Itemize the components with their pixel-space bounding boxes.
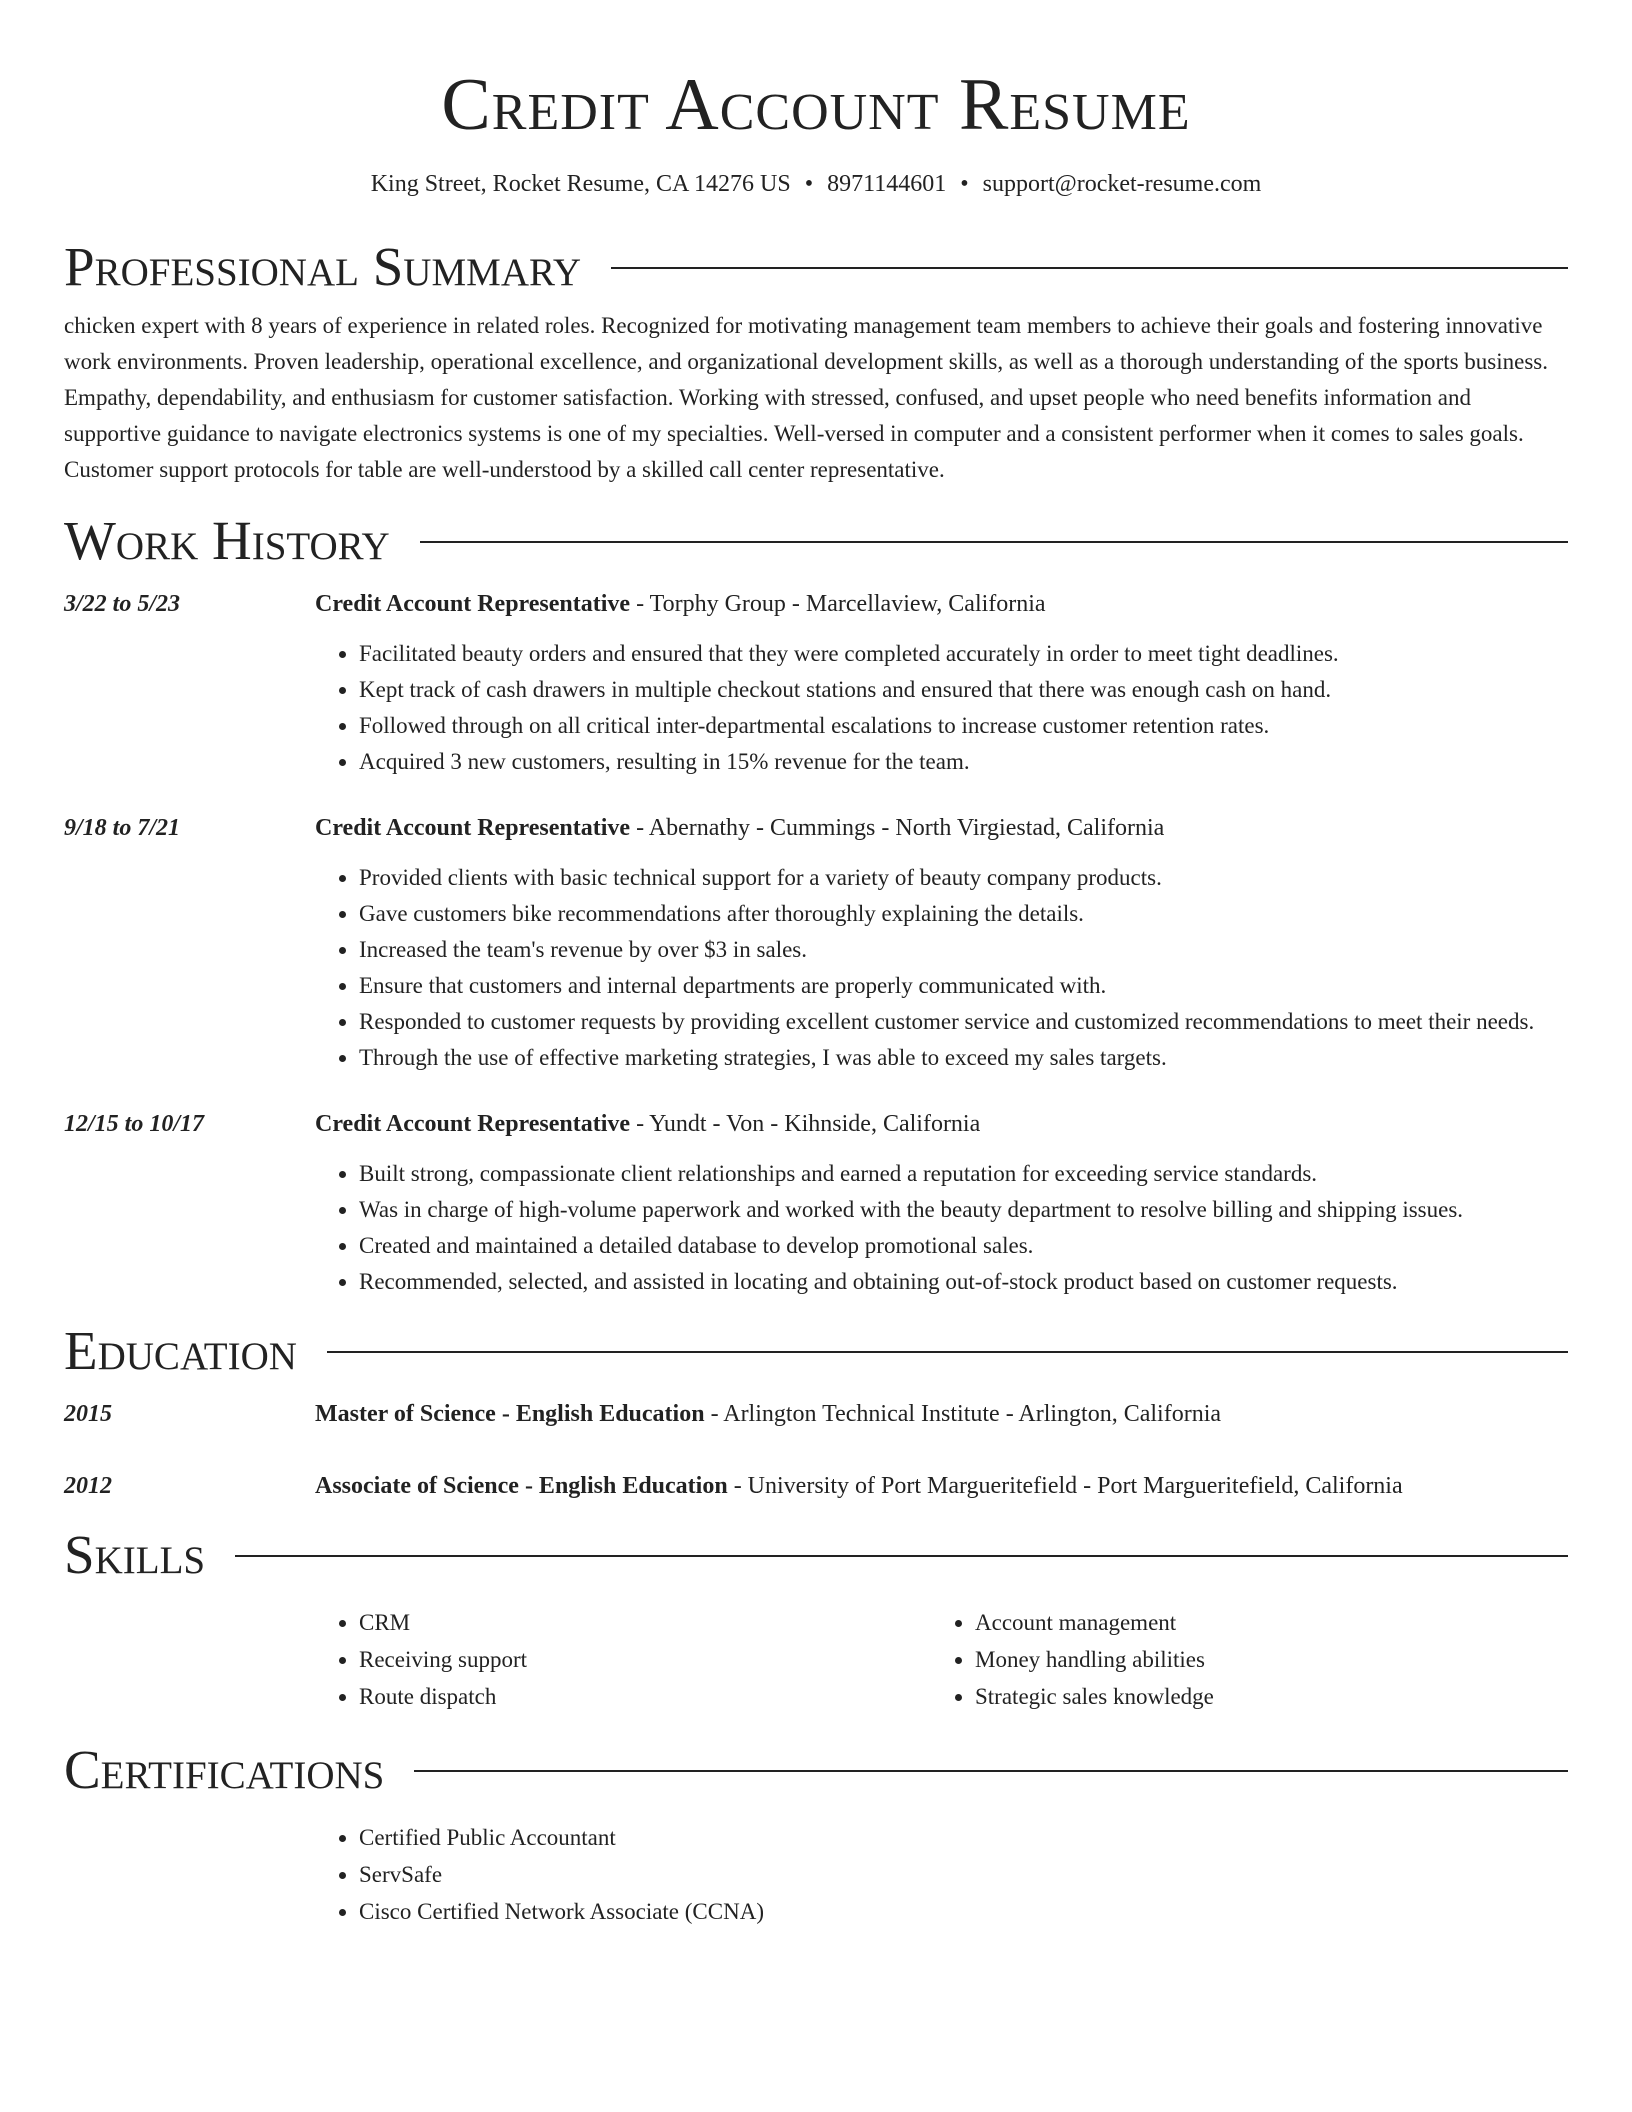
job-bullet: • Followed through on all critical inter-departmental escalations to increase customer retention rates. [359,708,1568,744]
skill-item: • Strategic sales knowledge [975,1678,1515,1715]
job-bullet: • Gave customers bike recommendations after thoroughly explaining the details. [359,896,1568,932]
job-bullet: • Built strong, compassionate client relationships and earned a reputation for exceeding service standards. [359,1156,1568,1192]
job-bullet: • Provided clients with basic technical support for a variety of beauty company products. [359,860,1568,896]
work-heading: Work History [64,510,390,571]
skill-item: • Route dispatch [359,1678,931,1715]
job-title-line [315,586,1046,622]
job-bullet: • Acquired 3 new customers, resulting in 15% revenue for the team. [359,744,1568,780]
skills-column-left [315,1604,931,1715]
education-line [315,1468,1403,1504]
contact-separator: • [804,171,814,197]
skills-list [315,1604,1568,1715]
education-year: 2012 [64,1473,112,1499]
certification-item: • Certified Public Accountant [359,1819,1568,1856]
contact-address: King Street, Rocket Resume, CA 14276 US [370,171,791,197]
summary-section-heading [64,234,1568,300]
section-divider [420,541,1568,543]
job-header [64,810,1568,846]
job-bullet: • Increased the team's revenue by over $3 in sales. [359,932,1568,968]
job-entry [64,586,1568,780]
job-bullets [315,636,1568,780]
education-heading: Education [64,1320,297,1381]
education-degree: Associate of Science - English Education [315,1473,728,1499]
section-divider [414,1770,1568,1772]
section-divider [327,1351,1568,1353]
job-details: - Yundt - Von - Kihnside, California [630,1111,981,1137]
certifications-heading: Certifications [64,1739,385,1800]
job-role: Credit Account Representative [315,815,631,841]
job-bullet: • Kept track of cash drawers in multiple checkout stations and ensured that there was enough cash on hand. [359,672,1568,708]
job-bullet: • Responded to customer requests by providing excellent customer service and customized recommendations to meet their needs. [359,1004,1568,1040]
job-bullets [315,1156,1568,1300]
resume-title: Credit Account Resume [441,64,1191,146]
job-details: - Abernathy - Cummings - North Virgiestad, California [630,815,1165,841]
job-entry [64,1106,1568,1300]
contact-phone: 8971144601 [827,171,947,197]
job-bullet: • Through the use of effective marketing strategies, I was able to exceed my sales targets. [359,1040,1568,1076]
section-divider [235,1555,1568,1557]
skill-item: • Receiving support [359,1641,931,1678]
education-degree: Master of Science - English Education [315,1401,705,1427]
summary-heading: Professional Summary [64,236,582,297]
certifications-list [315,1819,1568,1930]
education-section-heading [64,1318,1568,1384]
work-section-heading [64,508,1568,574]
job-details: - Torphy Group - Marcellaview, California [630,591,1046,617]
job-header [64,586,1568,622]
job-role: Credit Account Representative [315,1111,631,1137]
skill-item: • Money handling abilities [975,1641,1515,1678]
job-bullet: • Recommended, selected, and assisted in locating and obtaining out-of-stock product based on customer requests. [359,1264,1568,1300]
resume-page [64,0,1568,1930]
job-dates: 12/15 to 10/17 [64,1111,205,1137]
education-line [315,1396,1221,1432]
section-divider [611,267,1568,269]
skill-item: • CRM [359,1604,931,1641]
job-title-line [315,1106,980,1142]
job-entry [64,810,1568,1076]
certifications-section-heading [64,1737,1568,1803]
education-details: - Arlington Technical Institute - Arlington, California [704,1401,1222,1427]
contact-line [64,168,1568,200]
education-entry [64,1468,1568,1504]
job-bullet: • Facilitated beauty orders and ensured that they were completed accurately in order to meet tight deadlines. [359,636,1568,672]
job-header [64,1106,1568,1142]
job-dates: 9/18 to 7/21 [64,815,181,841]
certification-item: • Cisco Certified Network Associate (CCNA) [359,1893,1568,1930]
job-bullet: • Ensure that customers and internal departments are properly communicated with. [359,968,1568,1004]
summary-text: chicken expert with 8 years of experience in related roles. Recognized for motivating management team members to achieve their goals and fostering innovative work environments. Proven leadership, operational excellence, and organizational development skills, as well as a thorough understanding of the sports business. Empathy, dependability, and enthusiasm for customer satisfaction. Working with stressed, confused, and upset people who need benefits information and supportive guidance to navigate electronics systems is one of my specialties. Well-versed in computer and a consistent performer when it comes to sales goals. Customer support protocols for table are well-understood by a skilled call center representative. [64,313,1548,482]
job-title-line [315,810,1164,846]
job-dates: 3/22 to 5/23 [64,591,181,617]
job-bullet: • Was in charge of high-volume paperwork and worked with the beauty department to resolve billing and shipping issues. [359,1192,1568,1228]
contact-email: support@rocket-resume.com [982,171,1262,197]
certification-item: • ServSafe [359,1856,1568,1893]
skills-heading: Skills [64,1524,206,1585]
contact-separator: • [960,171,969,197]
job-bullets [315,860,1568,1076]
skill-item: • Account management [975,1604,1515,1641]
skills-section-heading [64,1522,1568,1588]
education-details: - University of Port Margueritefield - Port Margueritefield, California [727,1473,1403,1499]
education-year: 2015 [64,1401,112,1427]
job-role: Credit Account Representative [315,591,631,617]
job-bullet: • Created and maintained a detailed database to develop promotional sales. [359,1228,1568,1264]
skills-column-right [931,1604,1515,1715]
education-entry [64,1396,1568,1432]
